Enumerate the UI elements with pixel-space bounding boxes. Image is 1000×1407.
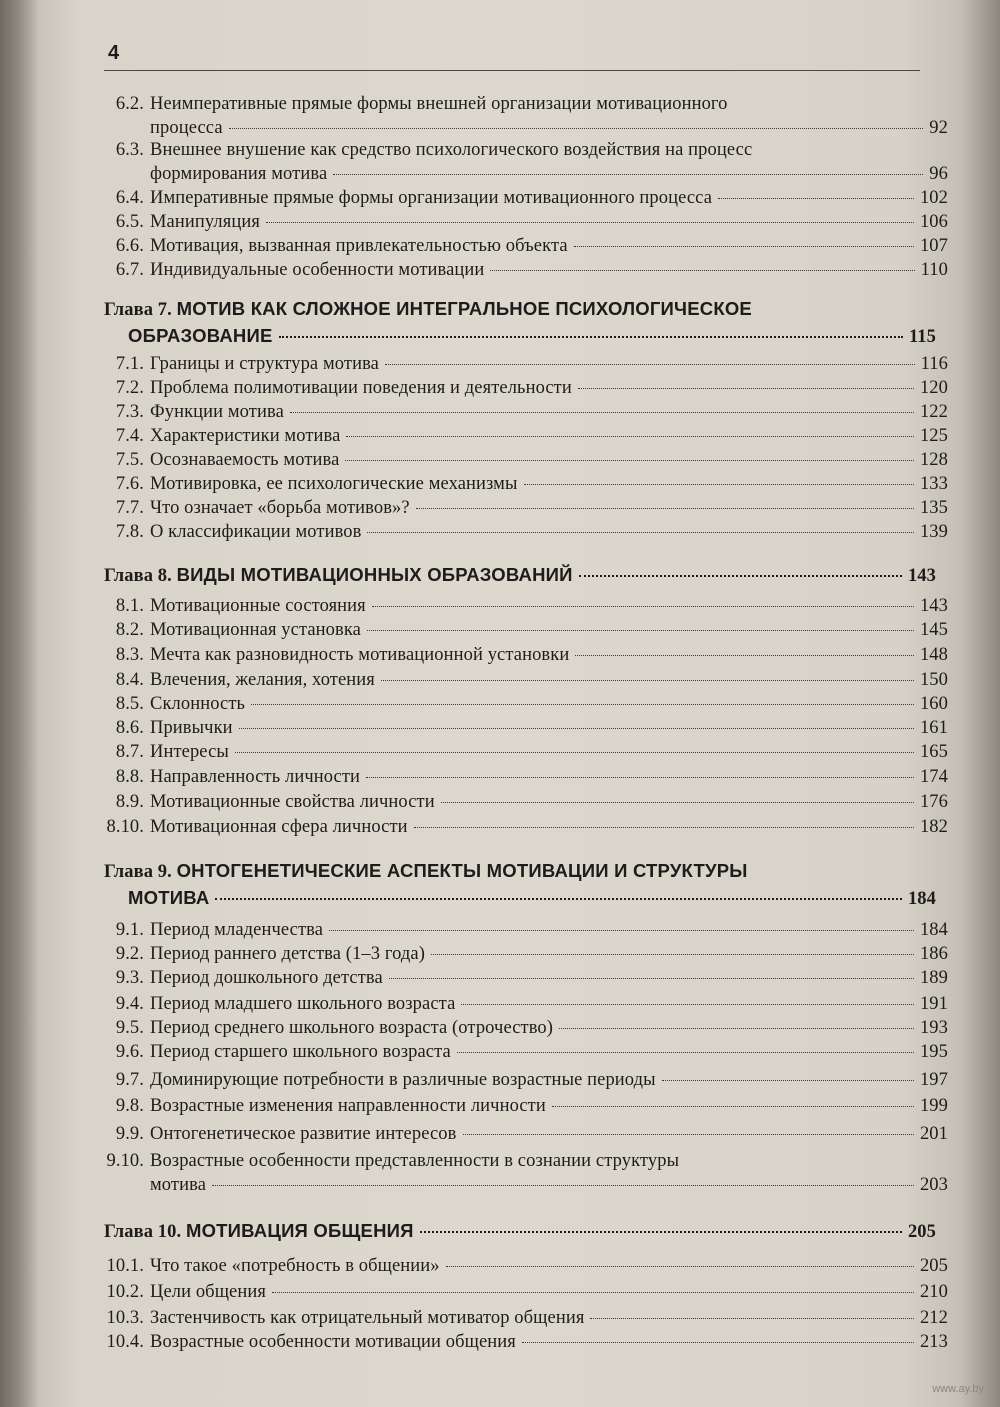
page-ref: 133: [919, 474, 948, 494]
toc-entry-number: 7.8.: [115, 522, 144, 542]
chapter-prefix: Глава 8.: [104, 566, 172, 586]
page-ref: 135: [919, 498, 948, 518]
toc-entry-number: 9.8.: [115, 1096, 144, 1116]
dot-leader: [235, 752, 914, 753]
page-ref: 96: [929, 164, 948, 184]
toc-entry: [62, 918, 948, 942]
toc-entry: [62, 966, 948, 990]
dot-leader: [578, 388, 914, 389]
dot-leader: [552, 1106, 914, 1107]
toc-entry-title: Границы и структура мотива: [150, 354, 379, 374]
toc-entry: [62, 1016, 948, 1040]
page-ref: 174: [919, 767, 948, 787]
toc-entry-title: Неимперативные прямые формы внешней организации мотивационного: [150, 94, 728, 114]
page-ref: 122: [919, 402, 948, 422]
toc-entry-title: Характеристики мотива: [150, 426, 341, 446]
toc-entry-title: Застенчивость как отрицательный мотиватор общения: [150, 1308, 585, 1328]
toc-entry-title: Что означает «борьба мотивов»?: [150, 498, 410, 518]
toc-entry: [62, 1122, 948, 1146]
toc-entry: [62, 1068, 948, 1092]
toc-entry-title: Мечта как разновидность мотивационной установки: [150, 645, 570, 665]
toc-entry-number: 9.1.: [115, 920, 144, 940]
page-ref: 102: [919, 188, 948, 208]
page-ref: 160: [919, 694, 948, 714]
page-ref: 92: [929, 118, 948, 138]
toc-entry-number: 9.3.: [115, 968, 144, 988]
toc-entry-title: Направленность личности: [150, 767, 361, 787]
toc-chapter: [104, 858, 936, 912]
dot-leader: [345, 460, 914, 461]
toc-entry-title: Осознаваемость мотива: [150, 450, 340, 470]
toc-entry: [62, 815, 948, 839]
dot-leader: [279, 336, 903, 338]
toc-entry-title: Период дошкольного детства: [150, 968, 383, 988]
page-ref: 120: [919, 378, 948, 398]
page-ref: 199: [919, 1096, 948, 1116]
toc-entry-title: Влечения, желания, хотения: [150, 670, 375, 690]
toc-entry-number: 6.5.: [115, 212, 144, 232]
toc-entry-title: Возрастные особенности представленности в сознании структуры: [150, 1151, 680, 1171]
toc-entry: [62, 352, 948, 376]
toc-entry-number: 10.3.: [106, 1308, 144, 1328]
toc-entry: [62, 376, 948, 400]
toc-entry-number: 8.3.: [115, 645, 144, 665]
page-ref: 193: [919, 1018, 948, 1038]
chapter-title: МОТИВА: [128, 887, 210, 908]
page-ref: 148: [919, 645, 948, 665]
toc-entry-number: 8.4.: [115, 670, 144, 690]
toc-entry-title: Мотивационная установка: [150, 620, 361, 640]
toc-entry-number: 8.7.: [115, 742, 144, 762]
dot-leader: [272, 1292, 914, 1293]
toc-entry-number: 8.8.: [115, 767, 144, 787]
page-ref: 205: [907, 1222, 936, 1242]
toc-entry: [62, 1280, 948, 1304]
page-ref: 195: [919, 1042, 948, 1062]
toc-chapter: [104, 1218, 936, 1245]
dot-leader: [579, 575, 902, 577]
toc-entry: [62, 790, 948, 814]
toc-entry-number: 9.5.: [115, 1018, 144, 1038]
dot-leader: [590, 1318, 914, 1319]
dot-leader: [239, 728, 914, 729]
toc-entry-number: 6.6.: [115, 236, 144, 256]
toc-entry: [62, 716, 948, 740]
dot-leader: [389, 978, 914, 979]
toc-entry: [62, 234, 948, 258]
toc-entry: [62, 668, 948, 692]
toc-entry-title: Мотивировка, ее психологические механизмы: [150, 474, 518, 494]
page-ref: 107: [919, 236, 948, 256]
toc-entry-number: 9.6.: [115, 1042, 144, 1062]
toc-entry-number: 9.2.: [115, 944, 144, 964]
page-ref: 115: [908, 327, 936, 347]
page-ref: 125: [919, 426, 948, 446]
toc-entry: [62, 692, 948, 716]
toc-entry-number: 8.10.: [106, 817, 144, 837]
page-ref: 213: [919, 1332, 948, 1352]
toc-entry-title: О классификации мотивов: [150, 522, 362, 542]
toc-entry-number: 7.6.: [115, 474, 144, 494]
toc-entry: [62, 1040, 948, 1064]
toc-entry-number: 8.5.: [115, 694, 144, 714]
dot-leader: [346, 436, 914, 437]
page-ref: 116: [920, 354, 948, 374]
dot-leader: [420, 1231, 902, 1233]
page-ref: 182: [919, 817, 948, 837]
page-ref: 203: [919, 1175, 948, 1195]
dot-leader: [367, 630, 914, 631]
toc-entry: [62, 618, 948, 642]
toc-entry: [62, 424, 948, 448]
page-ref: 128: [919, 450, 948, 470]
page-ref: 189: [919, 968, 948, 988]
toc-entry: [62, 210, 948, 234]
dot-leader: [457, 1052, 914, 1053]
toc-entry-number: 8.1.: [115, 596, 144, 616]
toc-entry-title: Мотивация, вызванная привлекательностью объекта: [150, 236, 568, 256]
toc-entry-title: формирования мотива: [150, 164, 328, 184]
dot-leader: [329, 930, 914, 931]
toc-entry-number: 6.4.: [115, 188, 144, 208]
page-ref: 176: [919, 792, 948, 812]
toc-entry: [62, 258, 948, 282]
dot-leader: [718, 198, 914, 199]
toc-entry-number: 7.3.: [115, 402, 144, 422]
dot-leader: [333, 174, 923, 175]
toc-entry-title: процесса: [150, 118, 223, 138]
toc-entry-title: Мотивационные свойства личности: [150, 792, 435, 812]
toc-entry-number: 8.6.: [115, 718, 144, 738]
toc-entry: [62, 1149, 948, 1197]
chapter-title: ОБРАЗОВАНИЕ: [128, 325, 273, 346]
toc-entry-title: Проблема полимотивации поведения и деятельности: [150, 378, 572, 398]
toc-entry-number: 10.4.: [106, 1332, 144, 1352]
page-ref: 191: [919, 994, 948, 1014]
header-rule: [104, 70, 920, 71]
page-ref: 205: [919, 1256, 948, 1276]
toc-entry: [62, 992, 948, 1016]
chapter-prefix: Глава 9.: [104, 862, 172, 882]
toc-entry-number: 10.1.: [106, 1256, 144, 1276]
dot-leader: [381, 680, 914, 681]
dot-leader: [662, 1080, 914, 1081]
dot-leader: [461, 1004, 914, 1005]
page-ref: 184: [907, 889, 936, 909]
toc-entry-title: Что такое «потребность в общении»: [150, 1256, 440, 1276]
toc-entry-title: Функции мотива: [150, 402, 284, 422]
toc-entry-number: 9.9.: [115, 1124, 144, 1144]
toc-entry-number: 7.1.: [115, 354, 144, 374]
toc-entry: [62, 92, 948, 140]
chapter-prefix: Глава 10.: [104, 1222, 182, 1242]
toc-entry-title: Мотивационные состояния: [150, 596, 366, 616]
toc-entry: [62, 1254, 948, 1278]
toc-entry-number: 9.7.: [115, 1070, 144, 1090]
dot-leader: [431, 954, 914, 955]
toc-entry-title: Манипуляция: [150, 212, 260, 232]
page-ref: 143: [907, 566, 936, 586]
toc-chapter: [104, 296, 936, 350]
dot-leader: [574, 246, 914, 247]
dot-leader: [559, 1028, 914, 1029]
dot-leader: [372, 606, 914, 607]
toc-entry-number: 6.2.: [115, 94, 144, 114]
toc-entry-number: 8.2.: [115, 620, 144, 640]
dot-leader: [367, 532, 913, 533]
chapter-title: ВИДЫ МОТИВАЦИОННЫХ ОБРАЗОВАНИЙ: [176, 564, 573, 585]
toc-entry-title: Возрастные изменения направленности личности: [150, 1096, 546, 1116]
toc-entry-number: 7.5.: [115, 450, 144, 470]
toc-entry-title: Период среднего школьного возраста (отрочество): [150, 1018, 554, 1038]
toc-entry-number: 9.4.: [115, 994, 144, 1014]
page-number: 4: [108, 42, 120, 64]
page-ref: 197: [919, 1070, 948, 1090]
page-ref: 110: [920, 260, 948, 280]
toc-entry: [62, 740, 948, 764]
chapter-prefix: Глава 7.: [104, 300, 172, 320]
toc-entry-title: Мотивационная сфера личности: [150, 817, 408, 837]
dot-leader: [385, 364, 915, 365]
toc-entry: [62, 1094, 948, 1118]
page-ref: 106: [919, 212, 948, 232]
dot-leader: [215, 898, 902, 900]
dot-leader: [366, 777, 914, 778]
toc-chapter: [104, 562, 936, 589]
toc-entry-number: 7.4.: [115, 426, 144, 446]
dot-leader: [575, 655, 914, 656]
page-ref: 165: [919, 742, 948, 762]
toc-entry-title: Интересы: [150, 742, 229, 762]
page-ref: 201: [919, 1124, 948, 1144]
toc-entry-number: 9.10.: [106, 1151, 144, 1171]
watermark: www.ay.by: [932, 1383, 984, 1395]
toc-entry: [62, 448, 948, 472]
toc-entry-title: Привычки: [150, 718, 233, 738]
toc-entry-title: Императивные прямые формы организации мотивационного процесса: [150, 188, 713, 208]
toc-entry: [62, 400, 948, 424]
page-ref: 145: [919, 620, 948, 640]
toc-entry-title: Внешнее внушение как средство психологического воздействия на процесс: [150, 140, 753, 160]
toc-entry-number: 10.2.: [106, 1282, 144, 1302]
toc-entry-title: мотива: [150, 1175, 207, 1195]
chapter-title: МОТИВАЦИЯ ОБЩЕНИЯ: [185, 1220, 414, 1241]
toc-entry: [62, 472, 948, 496]
toc-entry: [62, 520, 948, 544]
page-ref: 150: [919, 670, 948, 690]
chapter-title: ОНТОГЕНЕТИЧЕСКИЕ АСПЕКТЫ МОТИВАЦИИ И СТРУКТУРЫ: [176, 860, 748, 881]
toc-entry-title: Склонность: [150, 694, 246, 714]
toc-entry-title: Период младенчества: [150, 920, 324, 940]
toc-entry: [62, 1330, 948, 1354]
page-ref: 139: [919, 522, 948, 542]
toc-entry: [62, 765, 948, 789]
toc-entry-number: 7.7.: [115, 498, 144, 518]
toc-entry: [62, 942, 948, 966]
dot-leader: [229, 128, 924, 129]
toc-entry-title: Возрастные особенности мотивации общения: [150, 1332, 516, 1352]
dot-leader: [446, 1266, 914, 1267]
toc-entry: [62, 496, 948, 520]
dot-leader: [251, 704, 914, 705]
toc-entry: [62, 643, 948, 667]
page-ref: 143: [919, 596, 948, 616]
page-ref: 210: [919, 1282, 948, 1302]
toc-entry-title: Индивидуальные особенности мотивации: [150, 260, 485, 280]
toc-entry-title: Доминирующие потребности в различные возрастные периоды: [150, 1070, 656, 1090]
toc-entry-title: Онтогенетическое развитие интересов: [150, 1124, 457, 1144]
toc-entry: [62, 594, 948, 618]
dot-leader: [524, 484, 914, 485]
dot-leader: [414, 827, 914, 828]
page-ref: 161: [919, 718, 948, 738]
toc-entry-title: Период старшего школьного возраста: [150, 1042, 451, 1062]
dot-leader: [522, 1342, 914, 1343]
page-ref: 212: [919, 1308, 948, 1328]
toc-entry: [62, 186, 948, 210]
toc-entry-number: 7.2.: [115, 378, 144, 398]
toc-entry-number: 6.3.: [115, 140, 144, 160]
toc-entry-number: 8.9.: [115, 792, 144, 812]
dot-leader: [441, 802, 914, 803]
toc-entry-number: 6.7.: [115, 260, 144, 280]
dot-leader: [490, 270, 914, 271]
toc-entry: [62, 1306, 948, 1330]
toc-entry-title: Период раннего детства (1–3 года): [150, 944, 425, 964]
dot-leader: [266, 222, 914, 223]
chapter-title: МОТИВ КАК СЛОЖНОЕ ИНТЕГРАЛЬНОЕ ПСИХОЛОГИЧЕСКОЕ: [176, 298, 752, 319]
dot-leader: [212, 1185, 914, 1186]
toc-entry: [62, 138, 948, 186]
dot-leader: [463, 1134, 914, 1135]
toc-entry-title: Цели общения: [150, 1282, 266, 1302]
dot-leader: [290, 412, 914, 413]
toc-entry-title: Период младшего школьного возраста: [150, 994, 456, 1014]
page-ref: 184: [919, 920, 948, 940]
dot-leader: [416, 508, 914, 509]
page-ref: 186: [919, 944, 948, 964]
